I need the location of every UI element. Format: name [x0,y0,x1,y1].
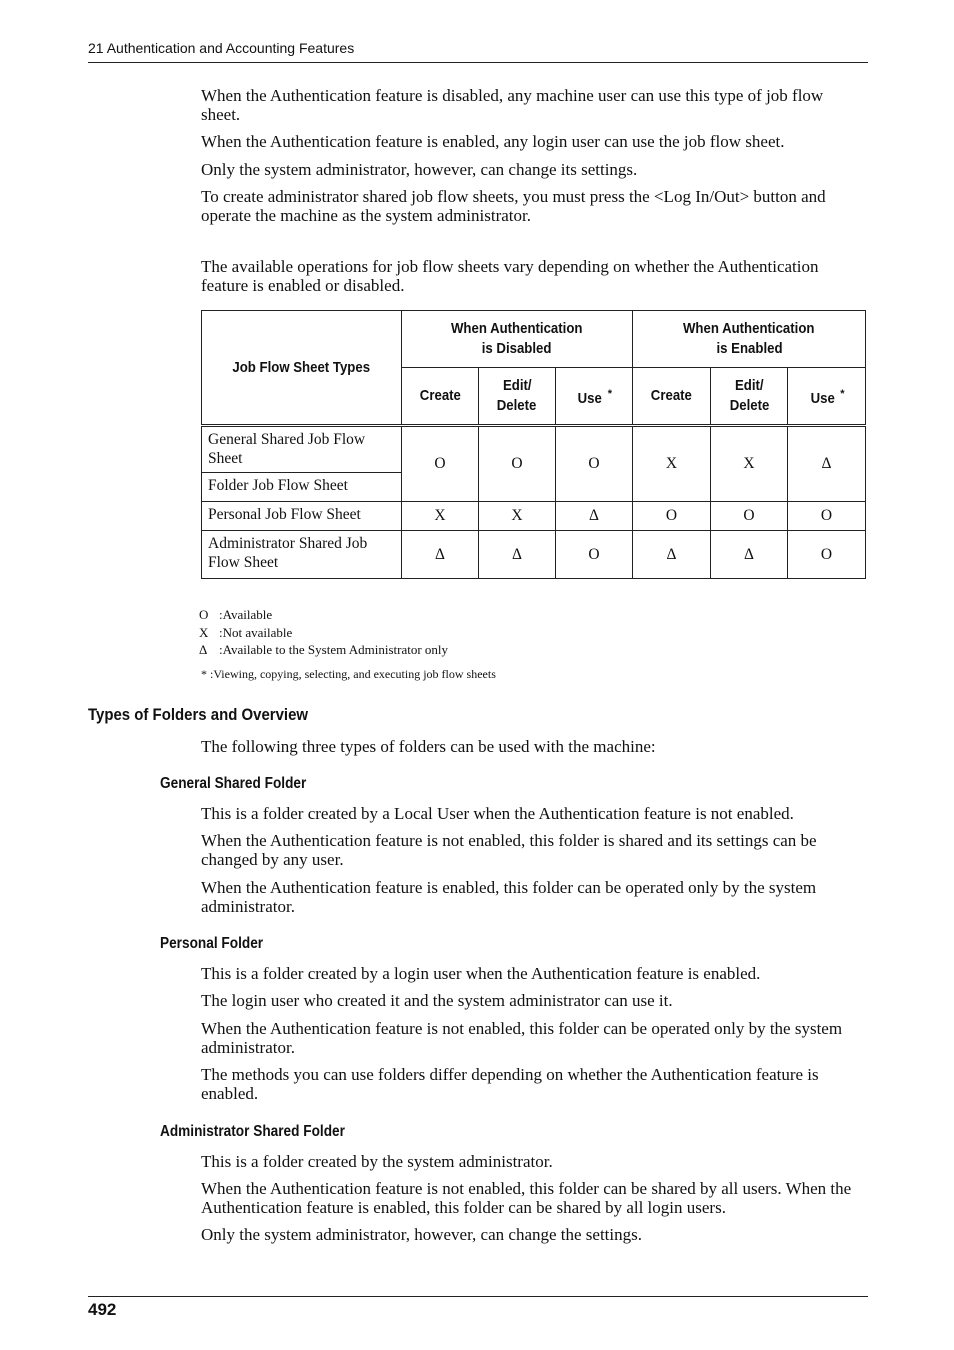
header-divider [88,62,868,63]
subsection-heading: Personal Folder [160,935,264,952]
paragraph: When the Authentication feature is not enabled, this folder is shared and its settings can be changed by any user. [201,831,817,869]
table-row [202,426,866,473]
legend-item: X :Not available [199,624,293,640]
cell-value: Δ [479,531,556,579]
cell-value: X [402,502,479,531]
section-intro: The following three types of folders can be used with the machine: [201,737,656,756]
cell-value: O [556,531,633,579]
paragraph: When the Authentication feature is not enabled, this folder can be shared by all users. When the Authentication feature is enabled, this folder can be shared by all login users. [201,1179,852,1217]
section-heading: Types of Folders and Overview [88,705,309,724]
cell-value: O [788,531,866,579]
paragraph: The login user who created it and the system administrator can use it. [201,991,673,1010]
header-create: Create [402,368,479,426]
cell-value: O [711,502,788,531]
job-flow-sheet-table [201,310,866,579]
cell-value: X [479,502,556,531]
row-name: Folder Job Flow Sheet [202,473,402,502]
cell-value: Δ [556,502,633,531]
header-edit-delete: Edit/ Delete [711,368,788,426]
paragraph: This is a folder created by a login user when the Authentication feature is enabled. [201,964,761,983]
cell-value: Δ [633,531,711,579]
paragraph: This is a folder created by the system administrator. [201,1152,553,1171]
legend-item: Δ :Available to the System Administrator only [199,642,449,657]
intro-paragraph: To create administrator shared job flow sheets, you must press the <Log In/Out> button and operate the machine as the system administrator. [201,187,826,225]
header-job-flow-sheet-types: Job Flow Sheet Types [202,311,402,426]
footer-divider [88,1296,868,1297]
header-authentication-disabled: When Authentication is Disabled [402,311,633,368]
cell-value: X [711,426,788,502]
cell-value: O [402,426,479,502]
paragraph: Only the system administrator, however, can change the settings. [201,1225,642,1244]
intro-paragraph: When the Authentication feature is disabled, any machine user can use this type of job flow sheet. [201,86,824,124]
row-name: General Shared Job Flow Sheet [202,426,402,473]
chapter-header: 21 Authentication and Accounting Features [88,40,355,56]
header-create: Create [633,368,711,426]
page-number: 492 [88,1300,117,1319]
paragraph: The methods you can use folders differ depending on whether the Authentication feature is enabled. [201,1065,819,1103]
cell-value: O [788,502,866,531]
legend [199,606,448,659]
footnote: * :Viewing, copying, selecting, and executing job flow sheets [201,667,496,681]
cell-value: O [633,502,711,531]
cell-value: O [479,426,556,502]
cell-value: O [556,426,633,502]
intro-paragraph: When the Authentication feature is enabled, any login user can use the job flow sheet. [201,132,785,151]
header-edit-delete: Edit/ Delete [479,368,556,426]
paragraph: This is a folder created by a Local User when the Authentication feature is not enabled. [201,804,794,823]
header-use: Use * [788,368,866,426]
table-row [202,502,866,531]
cell-value: Δ [788,426,866,502]
intro-paragraph: Only the system administrator, however, can change its settings. [201,160,638,179]
header-use: Use * [556,368,633,426]
cell-value: Δ [711,531,788,579]
cell-value: Δ [402,531,479,579]
header-authentication-enabled: When Authentication is Enabled [633,311,866,368]
row-name: Personal Job Flow Sheet [202,502,402,531]
legend-item: O :Available [199,607,273,622]
row-name: Administrator Shared Job Flow Sheet [202,531,402,579]
subsection-heading: Administrator Shared Folder [160,1123,345,1140]
table-intro: The available operations for job flow sheets vary depending on whether the Authentication feature is enabled or disabled. [201,257,819,295]
paragraph: When the Authentication feature is not enabled, this folder can be operated only by the system administrator. [201,1019,843,1057]
subsection-heading: General Shared Folder [160,775,307,792]
cell-value: X [633,426,711,502]
paragraph: When the Authentication feature is enabled, this folder can be operated only by the system administrator. [201,878,817,916]
table-row [202,531,866,579]
